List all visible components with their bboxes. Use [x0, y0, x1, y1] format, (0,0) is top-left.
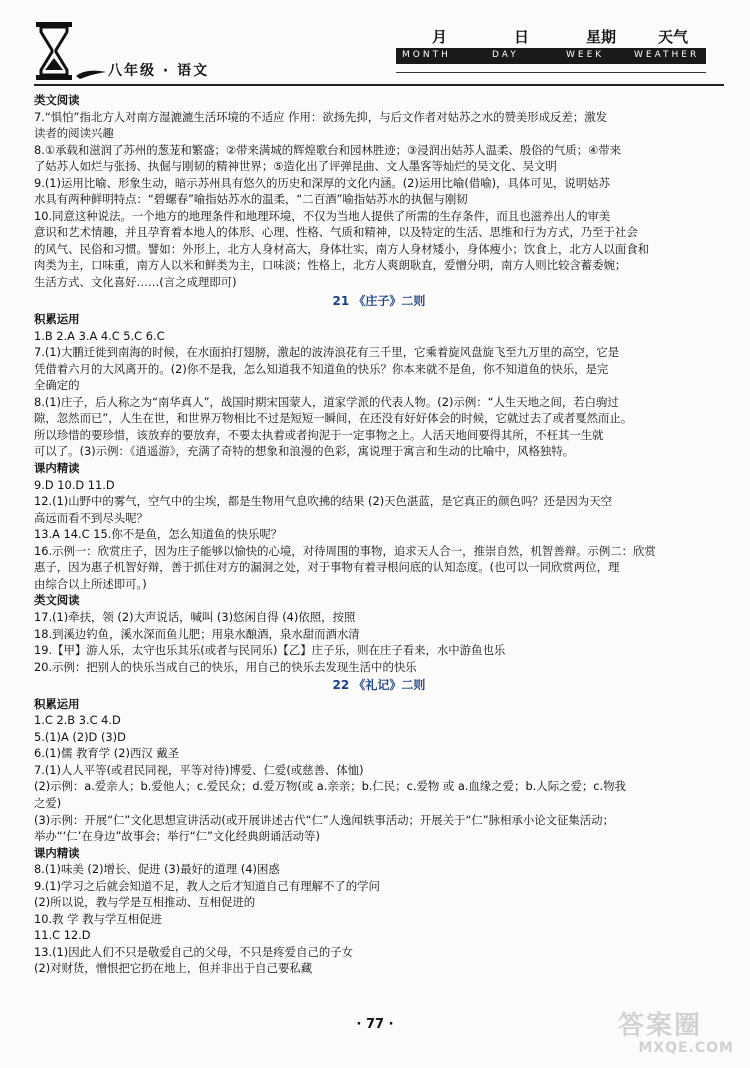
page-number: · 77 · — [356, 1017, 394, 1032]
page-header — [0, 0, 750, 95]
answer-line: 可以了。(3)示例：《逍遥游》，充满了奇特的想象和浪漫的色彩，寓说理于寓言和生动的比喻中，风格独特。 — [34, 444, 575, 459]
answer-line: 12.(1)山野中的雾气，空气中的尘埃，都是生物用气息吹拂的结果 (2)天色湛蓝，是它真正的颜色吗？还是因为天空 — [34, 494, 612, 509]
answer-line: 9.(1)学习之后就会知道不足，教人之后才知道自己有理解不了的学问 — [34, 878, 380, 893]
answer-line: 肉类为主，口味重，南方人以米和鲜类为主，口味淡；性格上，北方人爽朗耿直，爱憎分明，南方人则比较含蓄委婉； — [34, 258, 627, 273]
lesson-title: 22 《礼记》二则 — [332, 678, 426, 693]
hourglass-icon — [34, 20, 74, 82]
answer-line: 7.“惧怕”指北方人对南方湿漉漉生活环境的不适应 作用：欲扬先抑，与后文作者对姑苏之水的赞美形成反差；激发 — [34, 109, 608, 124]
answer-line: 1.C 2.B 3.C 4.D — [34, 713, 121, 728]
header-rule — [34, 84, 724, 86]
answer-line: 7.(1)大鹏迁徙到南海的时候，在水面拍打翅膀，激起的波涛浪花有三千里，它乘着旋风盘旋飞至九万里的高空，它是 — [34, 345, 620, 360]
answer-line: 8.(1)味美 (2)增长、促进 (3)最好的道理 (4)困惑 — [34, 862, 280, 877]
watermark — [618, 1012, 740, 1064]
grade-subject-label: 八年级 · 语文 — [108, 63, 210, 79]
answer-line: 9.D 10.D 11.D — [34, 477, 115, 492]
answer-line: 5.(1)A (2)D (3)D — [34, 729, 126, 744]
answer-line: (3)示例：开展“仁”文化思想宣讲活动(或开展讲述古代“仁”人逸闻轶事活动；开展关于“仁”脉相承小论文征集活动； — [34, 812, 614, 827]
answer-line: 18.到溪边钓鱼，溪水深而鱼儿肥；用泉水酿酒，泉水甜而酒水清 — [34, 626, 360, 641]
answer-line: 隙，忽然而已”，人生在世，和世界万物相比不过是短短一瞬间，在还没有好好体会的时候，它就过去了或者戛然而止。 — [34, 411, 633, 426]
answer-line: 11.C 12.D — [34, 928, 91, 943]
weather-english: WEATHER — [634, 50, 700, 60]
answer-line: 1.B 2.A 3.A 4.C 5.C 6.C — [34, 328, 165, 343]
day-english: DAY — [492, 50, 519, 60]
answer-line: 7.(1)人人平等(或君民同视，平等对待)博爱、仁爱(或慈善、体恤) — [34, 762, 364, 777]
watermark-url: MXQE.COM — [638, 1040, 734, 1056]
answer-line: 8.(1)庄子，后人称之为“南华真人”，战国时期宋国蒙人，道家学派的代表人物。(2)示例：“人生天地之间，若白驹过 — [34, 394, 619, 409]
week-english: WEEK — [566, 50, 605, 60]
section-heading: 课内精读 — [34, 461, 80, 476]
answer-line: 生活方式、文化喜好……(言之成理即可) — [34, 275, 237, 290]
month-english: MONTH — [402, 50, 451, 60]
week-label: 星期 — [586, 28, 617, 46]
answer-line: 10.同意这种说法。一个地方的地理条件和地理环境，不仅为当地人提供了所需的生存条件，而且也滋养出人的审美 — [34, 208, 611, 223]
answer-line: 8.①承载和滋润了苏州的葱茏和繁盛；②带来满城的辉煌歌台和园林胜迹；③浸润出姑苏人温柔、殷俗的气质；④带来 — [34, 142, 622, 157]
section-heading: 积累运用 — [34, 312, 80, 327]
answer-line: 惠子，因为惠子机智好辩，善于抓住对方的漏洞之处，对于事物有着寻根问底的认知态度。(也可以一同欣赏两位，理 — [34, 560, 620, 575]
section-heading: 类文阅读 — [34, 593, 80, 608]
answer-line: 17.(1)牵扶，领 (2)大声说话，喊叫 (3)悠闲自得 (4)依照，按照 — [34, 609, 356, 624]
answer-line: 之爱) — [34, 795, 62, 810]
calendar-underline — [396, 72, 706, 73]
calendar-english-bar — [396, 48, 706, 64]
answer-line: 所以珍惜的要珍惜，该放弃的要放弃，不要太执着或者拘泥于一定事物之上。人活天地间要得其所，不枉其一生就 — [34, 427, 604, 442]
answer-line: 水具有两种鲜明特点：“碧螺春”喻指姑苏水的温柔，“二百酒”喻指姑苏水的执倔与刚韧 — [34, 192, 468, 207]
calendar-labels — [396, 26, 706, 48]
answer-line: 全确定的 — [34, 378, 80, 393]
answer-line: 高远而看不到尽头呢？ — [34, 510, 148, 525]
answer-line: 20.示例：把别人的快乐当成自己的快乐，用自己的快乐去发现生活中的快乐 — [34, 659, 417, 674]
brush-stroke-icon — [74, 66, 108, 80]
answer-line: 19.【甲】游人乐，太守也乐其乐(或者与民同乐)【乙】庄子乐，则在庄子看来，水中游鱼也乐 — [34, 643, 506, 658]
answer-line: 凭借着六月的大风离开的。(2)你不是我，怎么知道我不知道鱼的快乐？你本来就不是鱼，你不知道鱼的快乐，是完 — [34, 361, 609, 376]
weather-label: 天气 — [658, 28, 689, 46]
answer-line: 读者的阅读兴趣 — [34, 126, 114, 141]
section-heading: 课内精读 — [34, 845, 80, 860]
answer-line: 了姑苏人如烂与张扬、执倔与刚韧的精神世界；⑤造化出了评弹昆曲、文人墨客等灿烂的吴文化、吴文明 — [34, 159, 557, 174]
answer-line: 16.示例一：欣赏庄子，因为庄子能够以愉快的心境，对待周围的事物，追求天人合一，推崇自然，机智善辩。示例二：欣赏 — [34, 543, 656, 558]
day-label: 日 — [514, 28, 530, 46]
answer-line: 意识和艺术情趣，并且孕育着本地人的体形、心理、性格、气质和精神，以及特定的生活、思维和行为方式，乃至于社会 — [34, 225, 638, 240]
month-label: 月 — [432, 28, 448, 46]
answer-line: 的风气、民俗和习惯。譬如：外形上，北方人身材高大，身体壮实，南方人身材矮小，身体瘦小；饮食上，北方人以面食和 — [34, 241, 650, 256]
section-heading: 类文阅读 — [34, 93, 80, 107]
answer-line: 9.(1)运用比喻、形象生动，暗示苏州具有悠久的历史和深厚的文化内涵。(2)运用比喻(借喻)，具体可见，说明姑苏 — [34, 175, 610, 190]
section-heading: 积累运用 — [34, 696, 80, 711]
answer-line: (2)对财货，憎恨把它扔在地上，但并非出于自己要私藏 — [34, 961, 313, 976]
answer-line: (2)所以说，教与学是互相推动、互相促进的 — [34, 895, 256, 910]
answer-line: 举办“‘仁’在身边”故事会；举行“仁”文化经典朗诵活动等) — [34, 829, 320, 844]
watermark-logo-text: 答案圈 — [618, 1011, 703, 1041]
answer-line: 10.教 学 教与学互相促进 — [34, 911, 162, 926]
answer-line: (2)示例：a.爱亲人；b.爱他人；c.爱民众；d.爱万物(或 a.亲亲；b.仁民；c.爱物 或 a.血缘之爱；b.人际之爱；c.物我 — [34, 779, 626, 794]
answer-content — [34, 92, 724, 977]
lesson-title: 21 《庄子》二则 — [332, 293, 426, 308]
answer-line: 13.A 14.C 15.你不是鱼，怎么知道鱼的快乐呢？ — [34, 527, 283, 542]
answer-line: 13.(1)因此人们不只是敬爱自己的父母，不只是疼爱自己的子女 — [34, 944, 354, 959]
answer-line: 由综合以上所述即可。) — [34, 576, 147, 591]
answer-line: 6.(1)儒 教育学 (2)西汉 戴圣 — [34, 746, 180, 761]
